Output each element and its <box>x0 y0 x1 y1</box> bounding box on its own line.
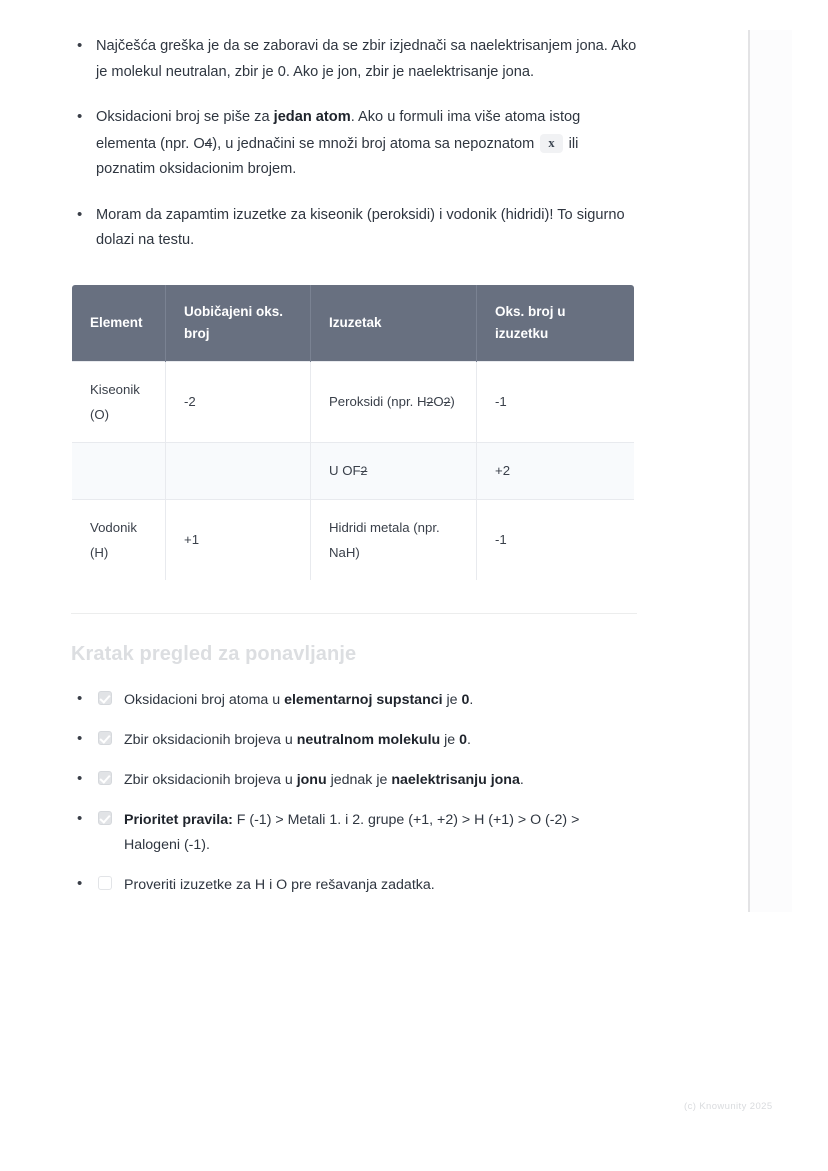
struck-subscript: 4 <box>204 135 213 151</box>
table-row <box>72 361 635 442</box>
checkbox-checked-icon[interactable] <box>98 731 112 745</box>
checklist-item <box>71 768 637 793</box>
emphasis-text: naelektrisanju jona <box>391 771 520 788</box>
checkbox-checked-icon[interactable] <box>98 811 112 825</box>
table-cell: -1 <box>477 361 635 442</box>
table-cell: Vodonik (H) <box>72 499 166 580</box>
struck-subscript: 2 <box>443 394 451 409</box>
checklist-item-label: Oksidacioni broj atoma u elementarnoj supstanci je 0. <box>124 691 474 708</box>
table-cell: +2 <box>477 442 635 499</box>
checklist-item-label: Zbir oksidacionih brojeva u neutralnom molekulu je 0. <box>124 731 471 748</box>
page-side-panel[interactable] <box>748 30 792 912</box>
table-cell: -1 <box>477 499 635 580</box>
table-header <box>72 284 635 361</box>
checklist-item-label: Zbir oksidacionih brojeva u jonu jednak je naelektrisanju jona. <box>124 771 524 788</box>
review-checklist <box>71 688 637 898</box>
checklist-item <box>71 873 637 898</box>
oxidation-exceptions-table-wrapper <box>71 284 637 581</box>
emphasis-text: Prioritet pravila: <box>124 811 233 828</box>
checkbox-unchecked-icon[interactable] <box>98 876 112 890</box>
checklist-item-label: Proveriti izuzetke za H i O pre rešavanja zadatka. <box>124 876 435 893</box>
list-item: • Moram da zapamtim izuzetke za kiseonik (peroksidi) i vodonik (hidridi)! To sigurno dolazi na testu. <box>71 203 637 254</box>
table-row <box>72 442 635 499</box>
document-content <box>71 34 637 913</box>
table-cell: U OF2 <box>311 442 477 499</box>
checklist-item <box>71 688 637 713</box>
checklist-item-label: Prioritet pravila: F (-1) > Metali 1. i 2. grupe (+1, +2) > H (+1) > O (-2) > Halogeni (-1). <box>124 811 580 853</box>
checkbox-checked-icon[interactable] <box>98 691 112 705</box>
table-column-header: Element <box>72 284 166 361</box>
table-cell: Peroksidi (npr. H2O2) <box>311 361 477 442</box>
oxidation-exceptions-table <box>71 284 635 581</box>
table-column-header: Izuzetak <box>311 284 477 361</box>
table-body <box>72 361 635 580</box>
struck-subscript: 2 <box>426 394 434 409</box>
emphasis-text: elementarnoj supstanci <box>284 691 443 708</box>
footer-copyright: (c) Knowunity 2025 <box>684 1101 773 1112</box>
emphasis-text: 0 <box>461 691 470 708</box>
notes-bullet-list <box>71 34 637 254</box>
table-cell: Kiseonik (O) <box>72 361 166 442</box>
table-column-header: Oks. broj u izuzetku <box>477 284 635 361</box>
table-cell: +1 <box>166 499 311 580</box>
checklist-item <box>71 808 637 858</box>
emphasis-text: jonu <box>296 771 327 788</box>
table-row <box>72 499 635 580</box>
section-divider <box>71 613 637 614</box>
emphasis-text: 0 <box>459 731 467 748</box>
table-cell: Hidridi metala (npr. NaH) <box>311 499 477 580</box>
emphasis-text: neutralnom molekulu <box>296 731 441 748</box>
page-title: Kratak pregled za ponavljanje <box>71 642 357 665</box>
struck-subscript: 2 <box>360 463 368 478</box>
table-cell: -2 <box>166 361 311 442</box>
emphasis-text: jedan atom <box>273 109 351 125</box>
checkbox-checked-icon[interactable] <box>98 771 112 785</box>
table-header-row <box>72 284 635 361</box>
inline-code-chip[interactable]: x <box>540 134 562 153</box>
table-cell <box>166 442 311 499</box>
table-cell <box>72 442 166 499</box>
list-item: • Najčešća greška je da se zaboravi da se zbir izjednači sa naelektrisanjem jona. Ako je molekul neutralan, zbir je 0. Ako je jon, zbir je naelektrisanje jona. <box>71 34 637 85</box>
table-column-header: Uobičajeni oks. broj <box>166 284 311 361</box>
list-item: • Oksidacioni broj se piše za jedan atom. Ako u formuli ima više atoma istog elementa (npr. O4), u jednačini se množi broj atoma sa nepoznatom x ili poznatim oksidacionim brojem. <box>71 105 637 183</box>
checklist-item <box>71 728 637 753</box>
